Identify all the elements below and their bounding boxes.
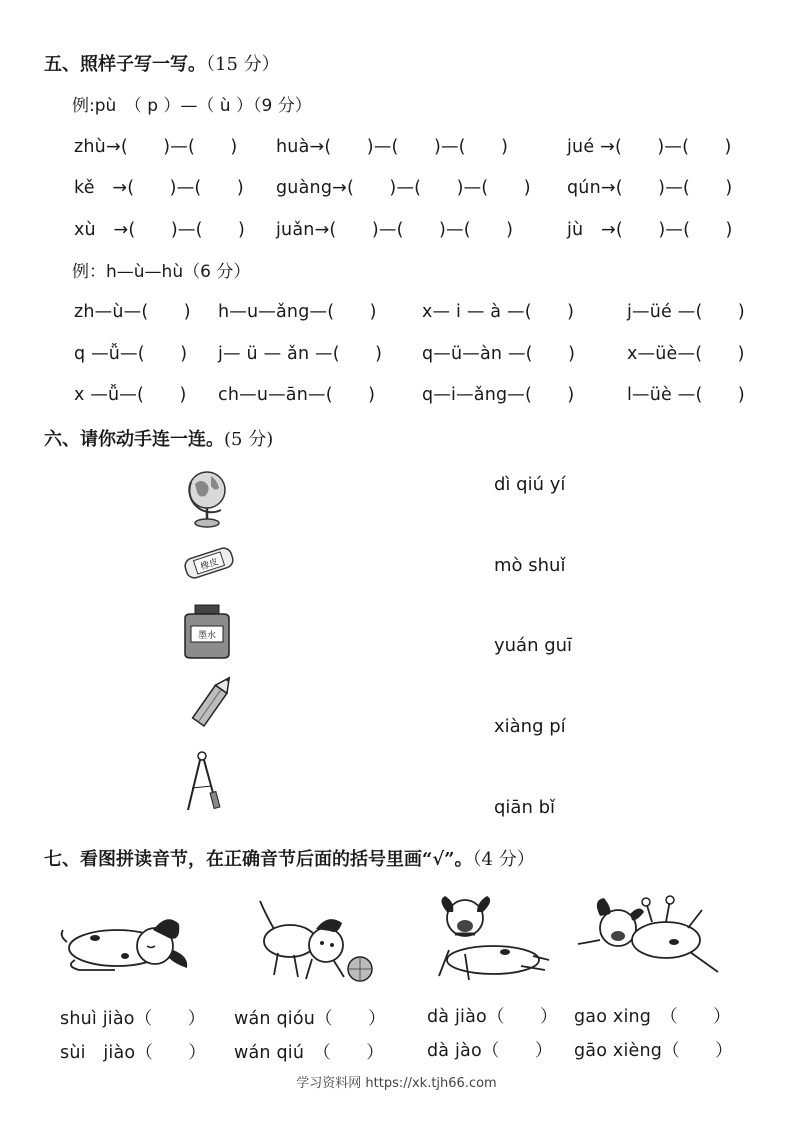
exercise-cell: x—üè—( ) [627,344,745,364]
sleeping-puppy-icon [55,902,195,984]
section-5-example-2: 例：h—ù—hù（6 分） [72,262,251,282]
pinyin-option: dì qiú yí [494,474,566,495]
exercise-cell: j— ü — ǎn —( ) [218,344,383,364]
exercise-cell: zhù→( )—( ) [74,137,238,157]
exercise-cell: x —ǚ—( ) [74,385,187,405]
pinyin-option: xiàng pí [494,716,566,737]
answer-option: wán qióu（ ） [234,1009,386,1029]
section-7-points: （4 分） [472,849,535,870]
section-5-example-1: 例:pù （ p ）—（ ù ）（9 分） [72,96,312,116]
answer-option: dà jiào（ ） [427,1007,558,1027]
footer-watermark: 学习资料网 https://xk.tjh66.com [296,1076,497,1091]
section-7-heading [44,845,535,871]
pencil-icon [182,676,238,738]
answer-option: sùi jiào（ ） [60,1043,207,1063]
section-5-title: 五、照样子写一写。 [44,54,206,75]
answer-option: wán qiú （ ） [234,1043,384,1063]
exercise-cell: l—üè —( ) [627,385,745,405]
pinyin-option: yuán guī [494,635,573,656]
exercise-cell: j—üé —( ) [627,302,745,322]
exercise-cell: xù →( )—( ) [74,220,246,240]
exercise-cell: juǎn→( )—( )—( ) [276,220,514,240]
eraser-icon [181,541,237,585]
exercise-cell: q—ü—àn —( ) [422,344,576,364]
section-6-points: (5 分) [224,429,274,450]
exercise-cell: x— i — à —( ) [422,302,575,322]
exercise-cell: zh—ù—( ) [74,302,191,322]
answer-option: dà jào（ ） [427,1041,553,1061]
globe-icon [183,462,233,532]
ink-label: 墨水 [197,631,217,641]
exercise-cell: jù →( )—( ) [567,220,733,240]
section-7-title: 七、看图拼读音节，在正确音节后面的括号里画“√”。 [44,849,473,870]
answer-option: gāo xièng（ ） [574,1041,733,1061]
exercise-cell: huà→( )—( )—( ) [276,137,509,157]
pinyin-option: qiān bǐ [494,797,556,818]
exercise-cell: ch—u—ān—( ) [218,385,376,405]
compass-icon [182,748,234,816]
ink-bottle-icon [179,602,235,660]
eraser-label: 橡皮 [199,557,220,573]
exercise-cell: q—i—ǎng—( ) [422,385,575,405]
section-5-points: （15 分） [206,54,280,75]
happy-puppy-icon [570,892,725,984]
section-5-heading [44,50,280,76]
exercise-cell: h—u—ǎng—( ) [218,302,377,322]
exercise-cell: guàng→( )—( )—( ) [276,178,531,198]
playing-puppy-icon [248,895,388,990]
exercise-cell: q —ǚ—( ) [74,344,188,364]
section-6-title: 六、请你动手连一连。 [44,429,224,450]
barking-puppy-icon [425,890,555,990]
exercise-cell: kě →( )—( ) [74,178,244,198]
exercise-cell: qún→( )—( ) [567,178,733,198]
pinyin-option: mò shuǐ [494,555,566,576]
answer-option: shuì jiào（ ） [60,1009,206,1029]
exercise-cell: jué →( )—( ) [567,137,732,157]
answer-option: gao xing （ ） [574,1007,731,1027]
section-6-heading [44,425,273,451]
